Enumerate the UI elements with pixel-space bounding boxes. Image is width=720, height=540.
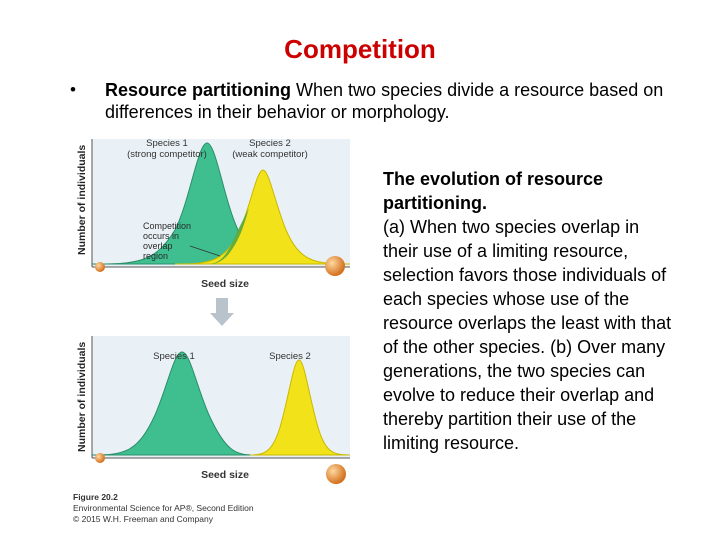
panel-b-large-seed-icon: [326, 464, 346, 484]
panel-a-species1-role: (strong competitor): [127, 149, 207, 160]
bullet-text: [105, 79, 665, 123]
bullet-marker: •: [70, 80, 76, 99]
figure-svg: [70, 130, 370, 525]
figure-book: Environmental Science for AP®, Second Edition: [73, 503, 254, 513]
bullet-term: Resource partitioning: [105, 80, 292, 100]
caption-body: (a) When two species overlap in their use of a limiting resource, selection favors those individuals of each species whose use of the resource overlaps the least with that of the other species. (b) Over many generations, the two species can evolve to reduce their overlap and thereby partition their use of the limiting resource.: [383, 217, 672, 453]
figure-credit: [73, 492, 254, 525]
panel-a-small-seed-icon: [95, 262, 105, 272]
panel-a-large-seed-icon: [325, 256, 345, 276]
panel-a-ylabel: Number of individuals: [76, 144, 88, 255]
panel-b-species1-name: Species 1: [153, 351, 195, 362]
bullet-definition: When two species divide a resource based on differences in their behavior or morphology.: [105, 80, 664, 122]
caption-title: The evolution of resource partitioning.: [383, 169, 604, 213]
slide-title: Competition: [284, 34, 436, 64]
panel-a-xlabel: Seed size: [201, 278, 249, 290]
panel-a-overlap-label-4: region: [143, 251, 169, 261]
panel-a-species2-name: Species 2: [249, 138, 291, 149]
panel-a-species2-role: (weak competitor): [232, 149, 308, 160]
figure-copyright: © 2015 W.H. Freeman and Company: [73, 514, 213, 524]
panel-b-species2-name: Species 2: [269, 351, 311, 362]
figure-number: Figure 20.2: [73, 492, 118, 502]
panel-b-xlabel: Seed size: [201, 469, 249, 481]
panel-a-overlap-label-3: overlap: [143, 241, 173, 251]
figure-caption: [383, 167, 673, 455]
panel-b-ylabel: Number of individuals: [76, 341, 88, 452]
down-arrow-icon: [210, 298, 234, 326]
panel-a-species1-name: Species 1: [146, 138, 188, 149]
panel-a-overlap-label-2: occurs in: [143, 231, 180, 241]
resource-partitioning-figure: [70, 130, 370, 525]
panel-a-overlap-label: Competition: [143, 221, 192, 231]
panel-b-small-seed-icon: [95, 453, 105, 463]
